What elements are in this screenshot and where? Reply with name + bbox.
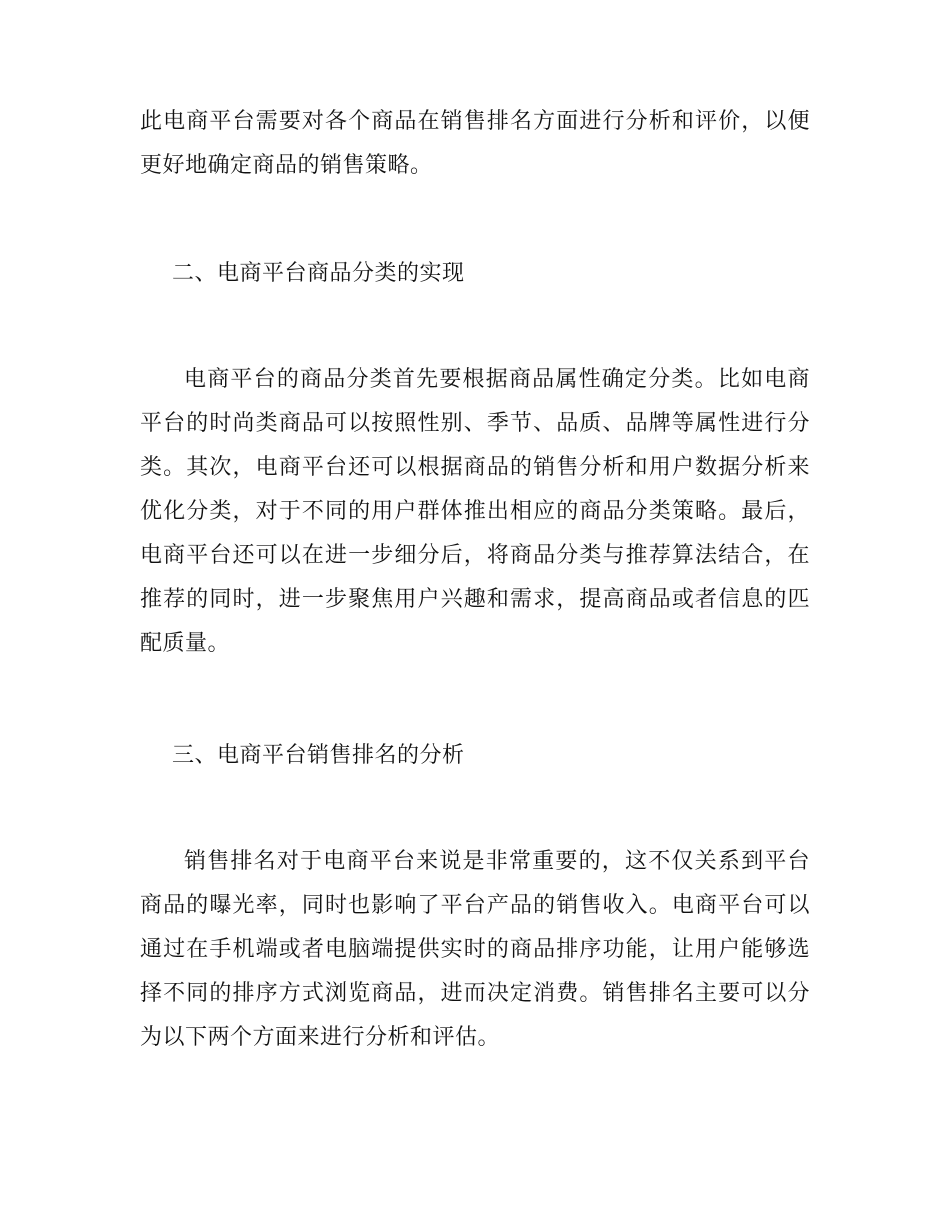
section-heading-2: 二、电商平台商品分类的实现 <box>172 261 465 286</box>
paragraph-ranking: 销售排名对于电商平台来说是非常重要的，这不仅关系到平台商品的曝光率，同时也影响了平台产品的销售收入。电商平台可以通过在手机端或者电脑端提供实时的商品排序功能，让用户能够选择不同的排序方式浏览商品，进而决定消费。销售排名主要可以分为以下两个方面来进行分析和评估。 <box>140 849 810 1050</box>
section-heading-3: 三、电商平台销售排名的分析 <box>172 743 465 768</box>
paragraph-continued: 此电商平台需要对各个商品在销售排名方面进行分析和评价，以便更好地确定商品的销售策略。 <box>140 109 810 178</box>
paragraph-classification: 电商平台的商品分类首先要根据商品属性确定分类。比如电商平台的时尚类商品可以按照性别、季节、品质、品牌等属性进行分类。其次，电商平台还可以根据商品的销售分析和用户数据分析来优化分类，对于不同的用户群体推出相应的商品分类策略。最后，电商平台还可以在进一步细分后，将商品分类与推荐算法结合，在推荐的同时，进一步聚焦用户兴趣和需求，提高商品或者信息的匹配质量。 <box>140 367 810 656</box>
